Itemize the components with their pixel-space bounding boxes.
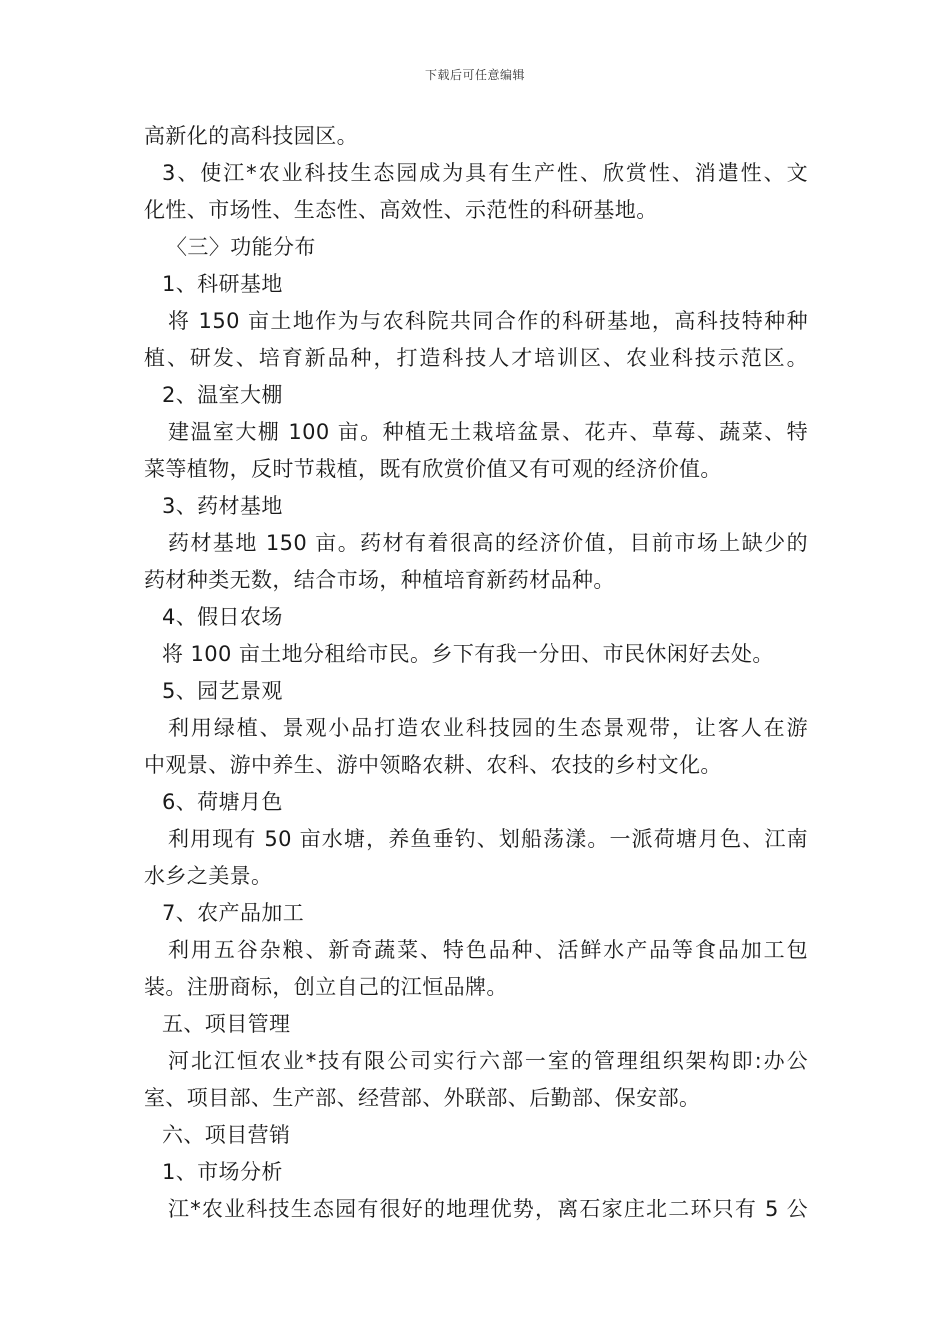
paragraph-line: 河北江恒农业*技有限公司实行六部一室的管理组织架构即:办公: [168, 1049, 808, 1073]
paragraph-line: 利用绿植、景观小品打造农业科技园的生态景观带，让客人在游: [168, 716, 808, 740]
subsection-heading: 7、农产品加工: [162, 901, 305, 925]
paragraph-line: 菜等植物，反时节栽植，既有欣赏价值又有可观的经济价值。: [144, 457, 722, 481]
subsection-heading: 4、假日农场: [162, 605, 283, 629]
paragraph-line: 利用现有 50 亩水塘，养鱼垂钓、划船荡漾。一派荷塘月色、江南: [168, 827, 808, 851]
paragraph-line: 将 100 亩土地分租给市民。乡下有我一分田、市民休闲好去处。: [162, 642, 774, 666]
paragraph-line: 水乡之美景。: [144, 864, 273, 888]
paragraph-line: 江*农业科技生态园有很好的地理优势，离石家庄北二环只有 5 公: [168, 1197, 808, 1221]
paragraph-line: 利用五谷杂粮、新奇蔬菜、特色品种、活鲜水产品等食品加工包: [168, 938, 808, 962]
subsection-heading: 6、荷塘月色: [162, 790, 283, 814]
paragraph-line: 高新化的高科技园区。: [144, 124, 358, 148]
paragraph-line: 建温室大棚 100 亩。种植无土栽培盆景、花卉、草莓、蔬菜、特: [168, 420, 808, 444]
paragraph-line: 化性、市场性、生态性、高效性、示范性的科研基地。: [144, 198, 658, 222]
paragraph-line: 装。注册商标，创立自己的江恒品牌。: [144, 975, 508, 999]
paragraph-line: 植、研发、培育新品种，打造科技人才培训区、农业科技示范区。: [144, 346, 808, 370]
paragraph-line: 药材种类无数，结合市场，种植培育新药材品种。: [144, 568, 615, 592]
paragraph-line: 中观景、游中养生、游中领略农耕、农科、农技的乡村文化。: [144, 753, 722, 777]
section-heading: 〈三〉功能分布: [166, 235, 316, 259]
section-heading: 六、项目营销: [162, 1123, 291, 1147]
paragraph-line: 将 150 亩土地作为与农科院共同合作的科研基地，高科技特种种: [168, 309, 808, 333]
subsection-heading: 2、温室大棚: [162, 383, 283, 407]
subsection-heading: 1、市场分析: [162, 1160, 283, 1184]
paragraph-line: 药材基地 150 亩。药材有着很高的经济价值，目前市场上缺少的: [168, 531, 808, 555]
paragraph-line: 3、使江*农业科技生态园成为具有生产性、欣赏性、消遣性、文: [162, 161, 808, 185]
page-header-note: 下载后可任意编辑: [424, 68, 525, 82]
section-heading: 五、项目管理: [162, 1012, 291, 1036]
subsection-heading: 1、科研基地: [162, 272, 283, 296]
subsection-heading: 3、药材基地: [162, 494, 283, 518]
subsection-heading: 5、园艺景观: [162, 679, 283, 703]
document-body: [144, 118, 808, 1228]
paragraph-line: 室、项目部、生产部、经营部、外联部、后勤部、保安部。: [144, 1086, 701, 1110]
